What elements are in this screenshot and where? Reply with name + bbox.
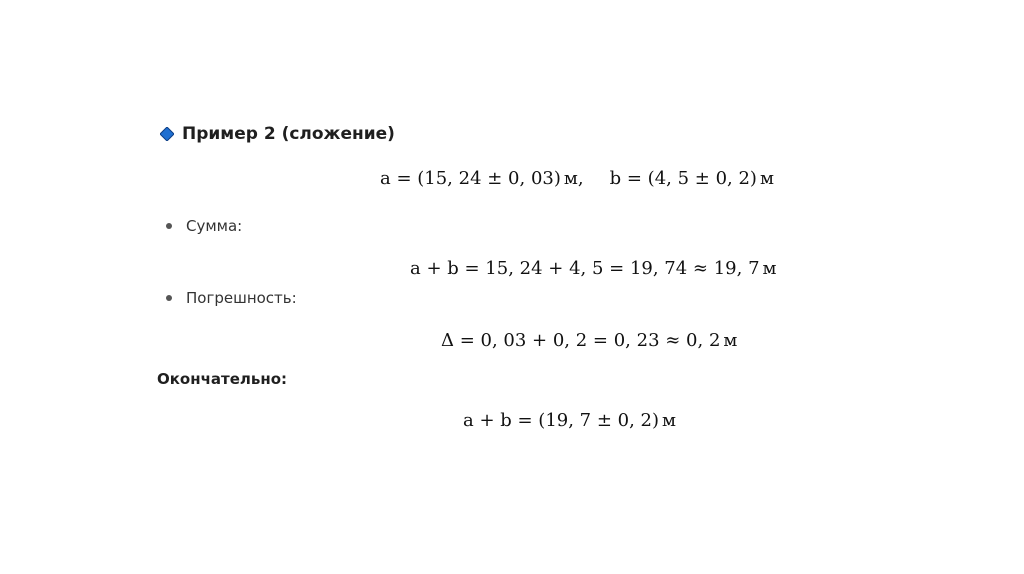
bullet-sum <box>166 217 242 235</box>
formula-given-values <box>380 168 774 189</box>
formula-a-unit: м, <box>563 168 584 189</box>
blue-diamond-icon <box>160 127 174 141</box>
formula-b-value: b = (4, 5 ± 0, 2) <box>609 168 757 189</box>
bullet-dot-icon <box>166 295 172 301</box>
formula-error-unit: м <box>723 330 738 351</box>
formula-error-expr: Δ = 0, 03 + 0, 2 = 0, 23 ≈ 0, 2 <box>441 330 721 351</box>
formula-final-expr: a + b = (19, 7 ± 0, 2) <box>463 410 660 431</box>
bullet-error <box>166 289 297 307</box>
bullet-sum-label: Сумма: <box>186 217 243 235</box>
section-heading <box>160 124 395 144</box>
bullet-error-label: Погрешность: <box>186 289 297 307</box>
formula-sum <box>410 258 777 279</box>
formula-final <box>463 410 676 431</box>
formula-sum-unit: м <box>762 258 777 279</box>
formula-final-unit: м <box>662 410 677 431</box>
formula-b-unit: м <box>759 168 774 189</box>
section-heading-text: Пример 2 (сложение) <box>182 124 395 144</box>
formula-error <box>441 330 737 351</box>
bullet-dot-icon <box>166 223 172 229</box>
formula-sum-expr: a + b = 15, 24 + 4, 5 = 19, 74 ≈ 19, 7 <box>410 258 760 279</box>
final-label: Окончательно: <box>157 370 288 388</box>
formula-a-value: a = (15, 24 ± 0, 03) <box>380 168 561 189</box>
